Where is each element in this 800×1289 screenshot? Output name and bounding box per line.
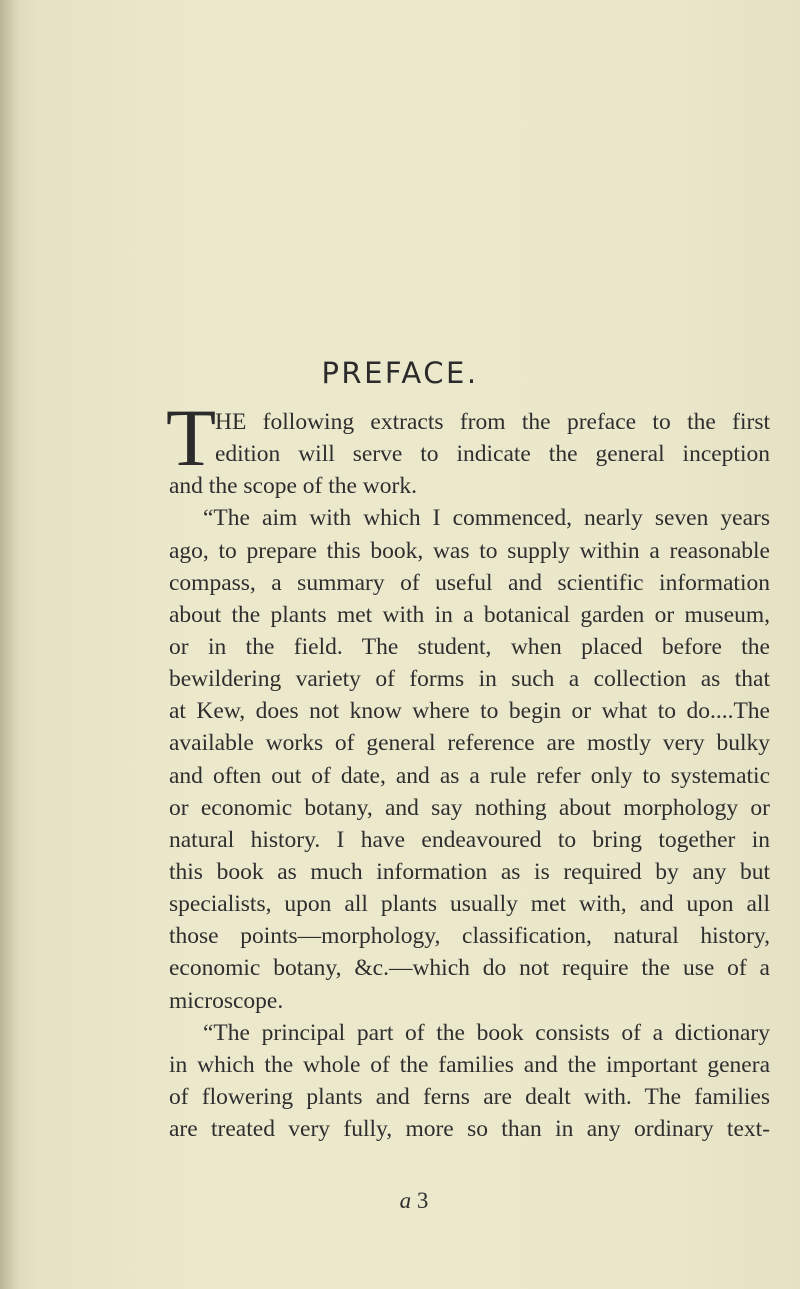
- text-line: HE following extracts from the preface to the first: [215, 409, 770, 435]
- text-line: “The aim with which I commenced, nearly seven years: [203, 505, 770, 532]
- text-line: or economic botany, and say nothing about morphology or: [169, 794, 770, 821]
- drop-cap: T: [166, 392, 217, 483]
- text-line: this book as much information as is required by any but: [169, 858, 770, 885]
- text-line: specialists, upon all plants usually met with, and upon all: [169, 891, 770, 918]
- page-title: PREFACE.: [321, 356, 479, 390]
- text-line: in which the whole of the families and the important genera: [169, 1051, 770, 1078]
- text-line: microscope.: [169, 987, 284, 1014]
- text-line: “The principal part of the book consists of a dictionary: [203, 1019, 770, 1046]
- text-line: edition will serve to indicate the general inception: [215, 441, 770, 468]
- text-line: natural history. I have endeavoured to bring together in: [169, 826, 770, 853]
- text-line: of flowering plants and ferns are dealt with. The families: [169, 1083, 770, 1110]
- text-line: and the scope of the work.: [169, 473, 417, 500]
- text-line: or in the field. The student, when placed before the: [169, 633, 770, 660]
- text-line: available works of general reference are mostly very bulky: [169, 730, 770, 757]
- text-line: ago, to prepare this book, was to supply within a reasonable: [169, 537, 770, 564]
- text-line: bewildering variety of forms in such a collection as that: [169, 666, 770, 693]
- text-line: at Kew, does not know where to begin or what to do....The: [169, 698, 770, 725]
- text-line: compass, a summary of useful and scientific information: [169, 569, 770, 596]
- body-text: [166, 392, 770, 1145]
- signature-mark: [0, 1188, 800, 1214]
- text-line: and often out of date, and as a rule refer only to systematic: [169, 762, 770, 789]
- text-line: are treated very fully, more so than in any ordinary text-: [169, 1116, 770, 1143]
- signature-letter: a: [399, 1188, 412, 1213]
- binding-shadow: [0, 0, 18, 1289]
- text-line: those points—morphology, classification, natural history,: [169, 923, 770, 950]
- signature-number: 3: [416, 1188, 429, 1213]
- text-line: about the plants met with in a botanical garden or museum,: [169, 601, 770, 628]
- text-line: economic botany, &c.—which do not require the use of a: [169, 955, 770, 982]
